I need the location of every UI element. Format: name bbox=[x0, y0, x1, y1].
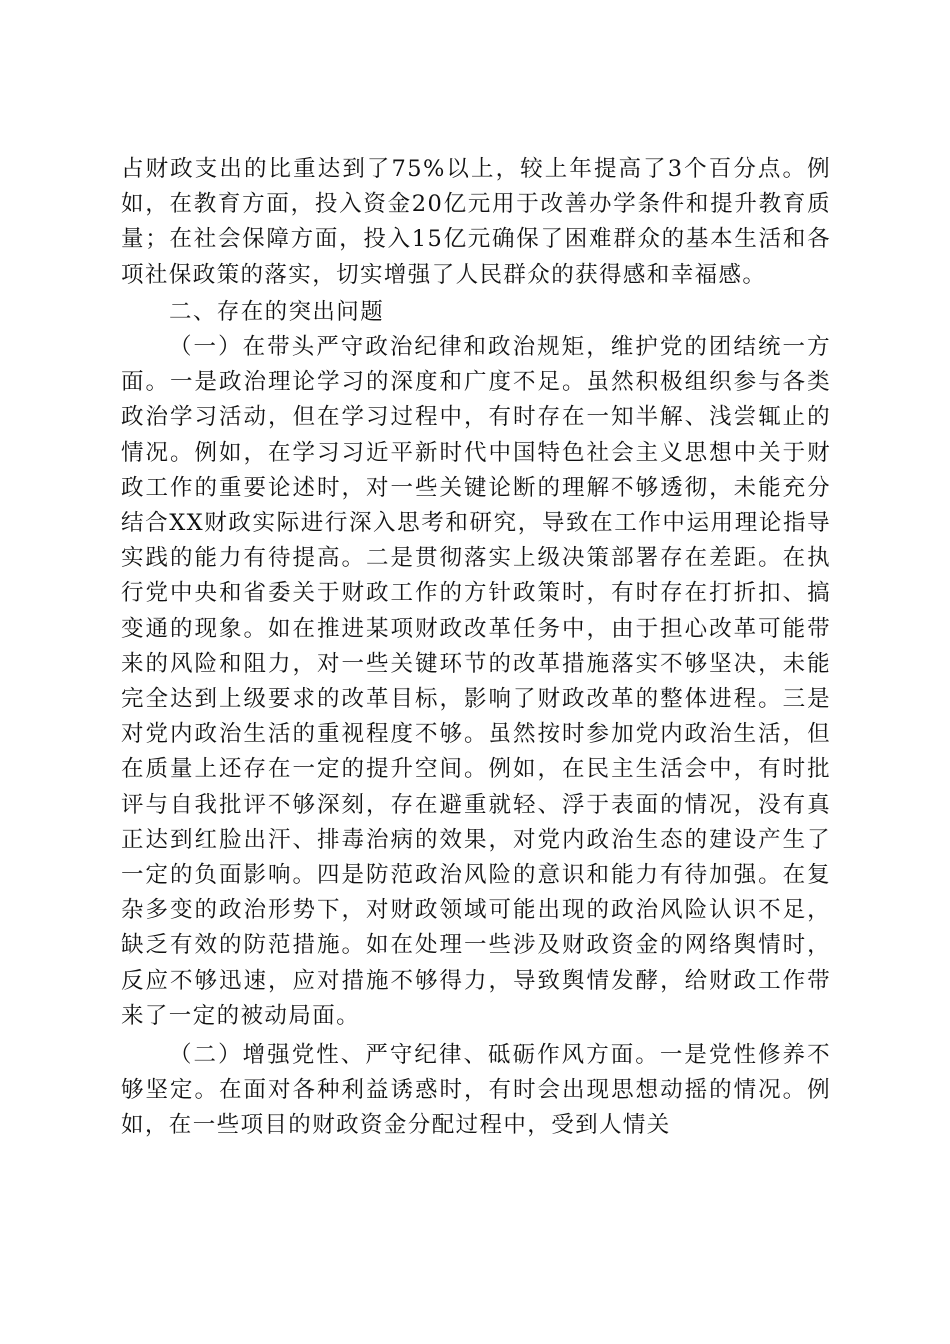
subsection-2-paragraph bbox=[121, 1038, 831, 1144]
paragraph-continuation: 占财政支出的比重达到了75%以上，较上年提高了3个百分点。例如，在教育方面，投入资金20亿元用于改善办学条件和提升教育质量；在社会保障方面，投入15亿元确保了困难群众的基本生活和各项社保政策的落实，切实增强了人民群众的获得感和幸福感。 bbox=[121, 156, 831, 288]
section-heading: 二、存在的突出问题 bbox=[169, 298, 385, 325]
subsection-1-body: 一是政治理论学习的深度和广度不足。虽然积极组织参与各类政治学习活动，但在学习过程中，有时存在一知半解、浅尝辄止的情况。例如，在学习习近平新时代中国特色社会主义思想中关于财政工作的重要论述时，对一些关键论断的理解不够透彻，未能充分结合XX财政实际进行深入思考和研究，导致在工作中运用理论指导实践的能力有待提高。二是贯彻落实上级决策部署存在差距。在执行党中央和省委关于财政工作的方针政策时，有时存在打折扣、搞变通的现象。如在推进某项财政改革任务中，由于担心改革可能带来的风险和阻力，对一些关键环节的改革措施落实不够坚决，未能完全达到上级要求的改革目标，影响了财政改革的整体进程。三是对党内政治生活的重视程度不够。虽然按时参加党内政治生活，但在质量上还存在一定的提升空间。例如，在民主生活会中，有时批评与自我批评不够深刻，存在避重就轻、浮于表面的情况，没有真正达到红脸出汗、排毒治病的效果，对党内政治生态的建设产生了一定的负面影响。四是防范政治风险的意识和能力有待加强。在复杂多变的政治形势下，对财政领域可能出现的政治风险认识不足，缺乏有效的防范措施。如在处理一些涉及财政资金的网络舆情时，反应不够迅速，应对措施不够得力，导致舆情发酵，给财政工作带来了一定的被动局面。 bbox=[121, 369, 831, 1029]
subsection-2-title: （二）增强党性、严守纪律、砥砺作风方面。 bbox=[169, 1042, 660, 1069]
subsection-1-title: （一）在带头严守政治纪律和政治规矩，维护党的团结统一方面。 bbox=[121, 334, 831, 396]
subsection-1-paragraph bbox=[121, 330, 831, 1034]
document-body bbox=[121, 152, 831, 1144]
subsection-2-body: 一是党性修养不够坚定。在面对各种利益诱惑时，有时会出现思想动摇的情况。例如，在一些项目的财政资金分配过程中，受到人情关 bbox=[121, 1042, 831, 1139]
